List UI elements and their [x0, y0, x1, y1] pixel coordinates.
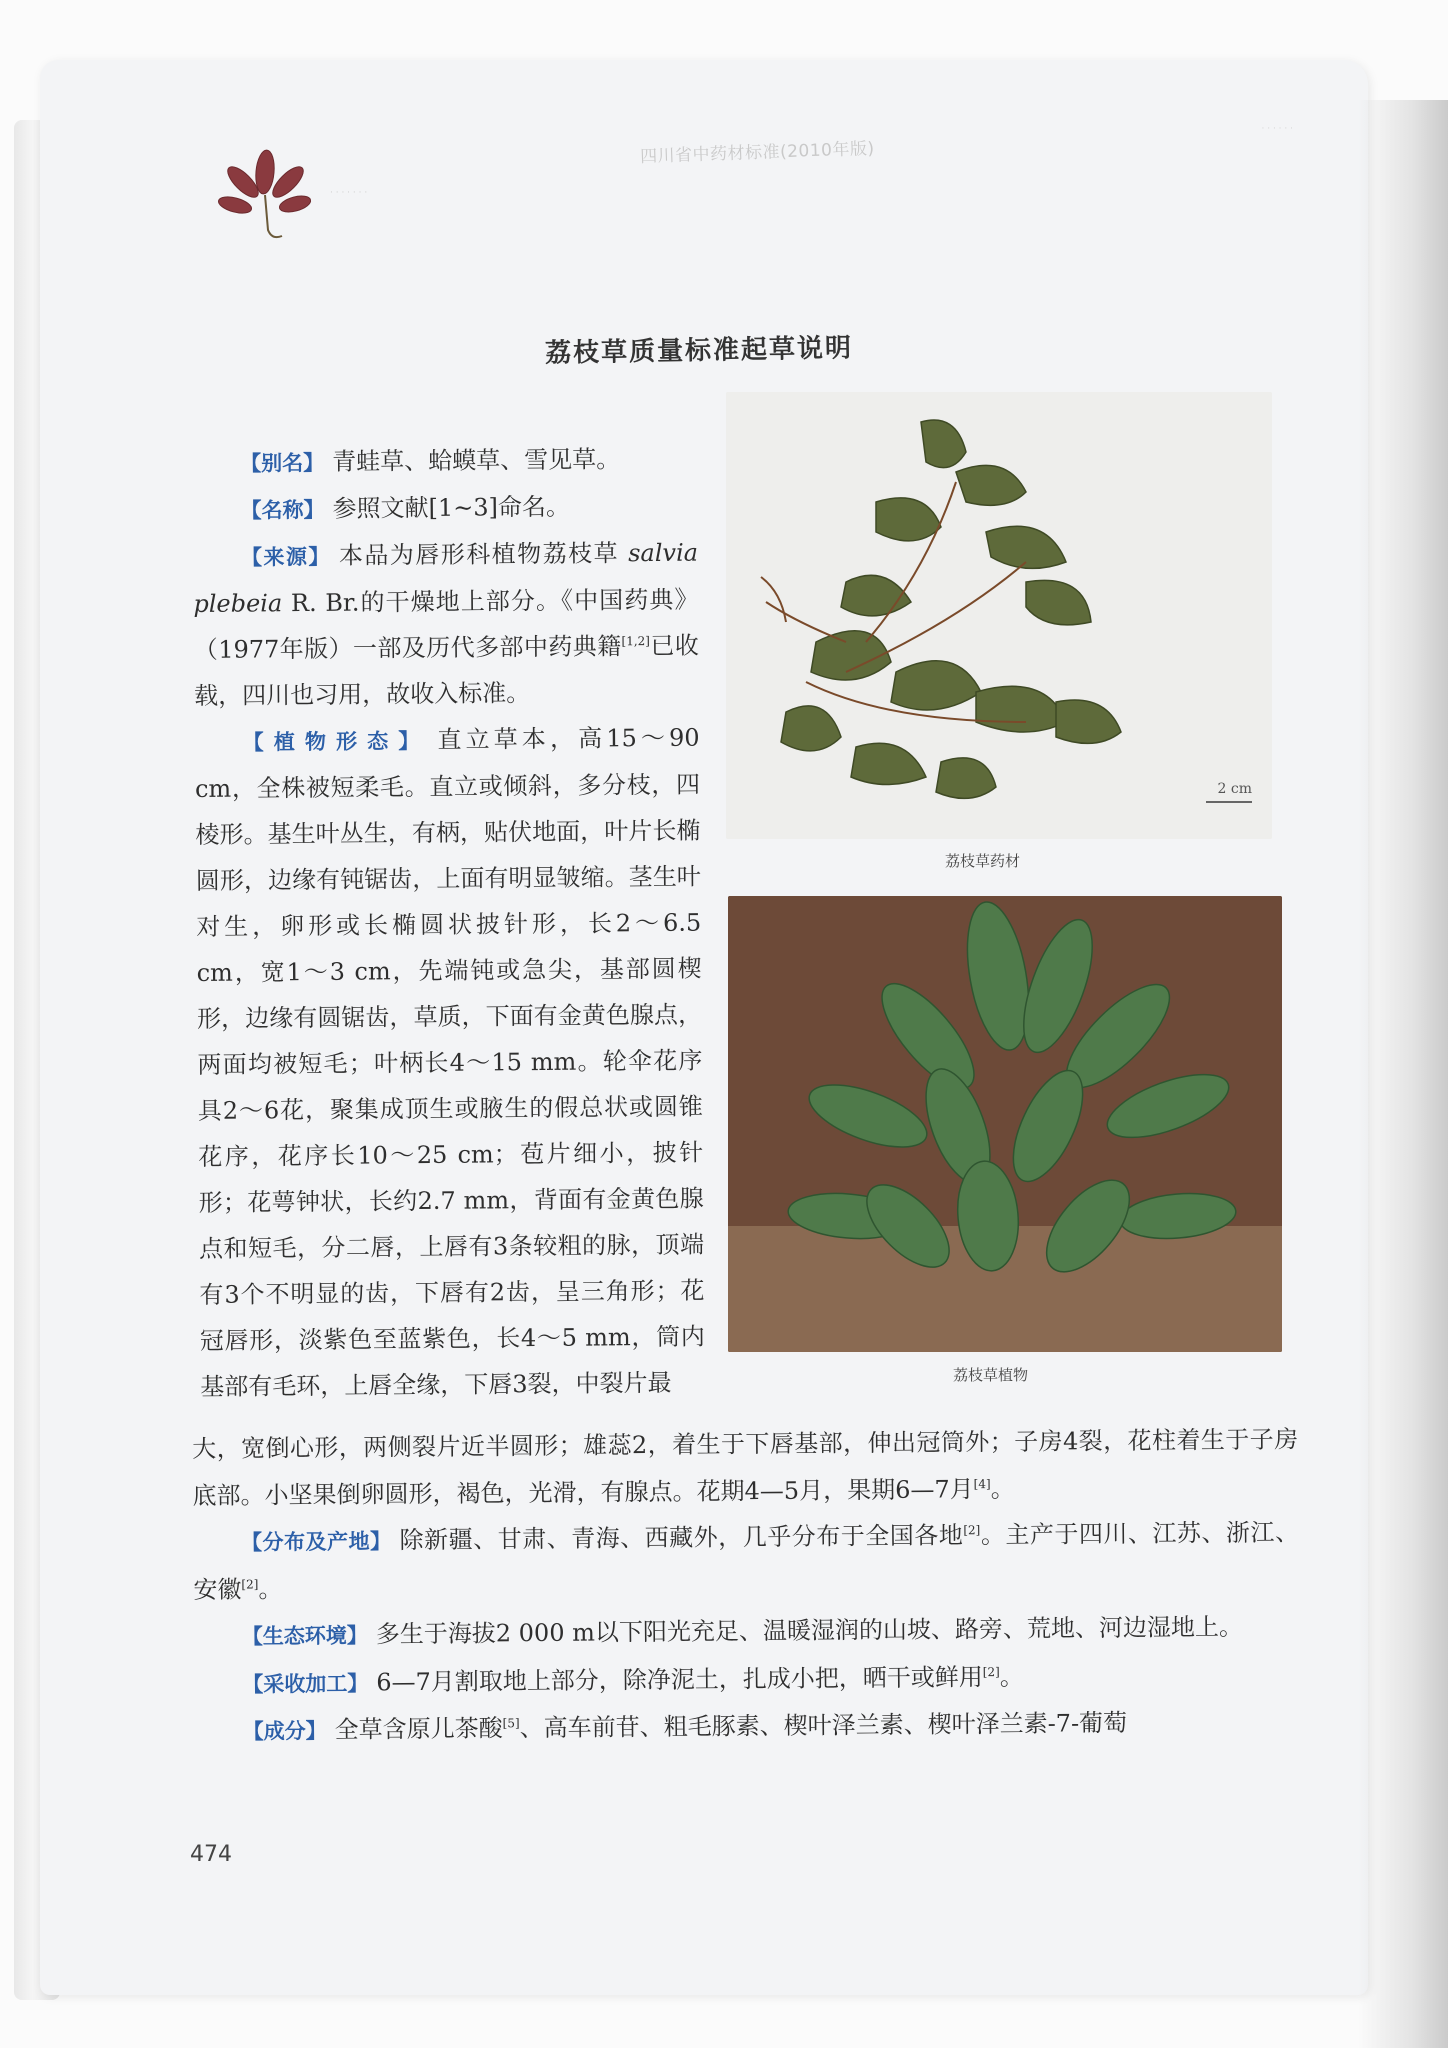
morphology-paragraph	[194, 715, 705, 1410]
running-title: 四川省中药材标准(2010年版)	[639, 138, 875, 168]
morphology-continued	[192, 1416, 1299, 1519]
section-tag: 【分布及产地】	[240, 1529, 392, 1555]
paragraph-text: 全草含原儿茶酸	[334, 1714, 503, 1744]
leaf-logo-icon	[210, 140, 320, 250]
paragraph-text: 本品为唇形科植物荔枝草	[338, 539, 620, 570]
paragraph-text: 。	[990, 1474, 1015, 1503]
distribution-paragraph	[193, 1509, 1300, 1613]
section-tag: 【采收加工】	[242, 1670, 369, 1697]
citation: [2]	[982, 1664, 1000, 1679]
paragraph-text: 大，宽倒心形，两侧裂片近半圆形；雄蕊2，着生于下唇基部，伸出冠筒外；子房4裂，花柱着生于子房底部。小坚果倒卵圆形，褐色，光滑，有腺点。花期4—5月，果期6—7月	[192, 1425, 1299, 1510]
section-tag: 【别名】	[240, 450, 325, 476]
paragraph-text: 直立草本，高15～90 cm，全株被短柔毛。直立或倾斜，多分枝，四棱形。基生叶丛生，有柄，贴伏地面，叶片长椭圆形，边缘有钝锯齿，上面有明显皱缩。茎生叶对生，卵形或长椭圆状披针形，长2～6.5 cm，宽1～3 cm，先端钝或急尖，基部圆楔形，边缘有圆锯齿，草质，下面有金黄色腺点，两面均被短毛；叶柄长4～15 mm。轮伞花序具2～6花，聚集成顶生或腋生的假总状或圆锥花序，花序长10～25 cm；苞片细小，披针形；花萼钟状，长约2.7 mm，背面有金黄色腺点和短毛，分二唇，上唇有3条较粗的脉，顶端有3个不明显的齿，下唇有2齿，呈三角形；花冠唇形，淡紫色至蓝紫色，长4～5 mm，筒内基部有毛环，上唇全缘，下唇3裂，中裂片最	[194, 723, 705, 1401]
section-tag: 【成分】	[242, 1718, 327, 1744]
paragraph-text: 已收载，四川也习用，故收入标准。	[194, 631, 699, 710]
page-gutter-shadow	[1358, 100, 1448, 2048]
living-plant-illustration	[728, 896, 1282, 1352]
citation: [4]	[973, 1476, 991, 1491]
latin-name: salvia plebeia	[193, 538, 699, 618]
section-tag: 【植物形态】	[242, 728, 430, 755]
header-decoration: · · · · · · ·	[330, 188, 368, 198]
paragraph-text: 多生于海拔2 000 m以下阳光充足、温暖湿润的山坡、路旁、荒地、河边湿地上。	[375, 1612, 1244, 1649]
figure-caption: 荔枝草植物	[953, 1366, 1029, 1384]
citation: [2]	[963, 1523, 981, 1538]
section-tag: 【名称】	[240, 497, 325, 523]
page-number: 474	[190, 1842, 232, 1867]
header-decoration-right: · · · · · ·	[1261, 124, 1293, 134]
composition-paragraph	[194, 1698, 1300, 1755]
paragraph-text: R. Br.的干燥地上部分。《中国药典》（1977年版）一部及历代多部中药典籍	[193, 585, 699, 664]
living-plant-photo	[728, 896, 1282, 1352]
paragraph-text: 。主产于四川、江苏、浙江、安徽	[193, 1518, 1300, 1604]
citation: [1,2]	[621, 634, 651, 649]
figure-caption: 荔枝草药材	[945, 852, 1021, 870]
alias-paragraph	[192, 436, 697, 487]
dried-herb-illustration	[726, 392, 1272, 839]
paragraph-text: 、高车前苷、粗毛豚素、楔叶泽兰素、楔叶泽兰素-7-葡萄	[519, 1708, 1128, 1743]
paragraph-text: 。	[258, 1574, 283, 1603]
name-paragraph	[192, 483, 697, 534]
section-tag: 【生态环境】	[241, 1623, 368, 1649]
section-tag: 【来源】	[240, 544, 332, 570]
source-paragraph	[193, 530, 700, 719]
citation: [5]	[502, 1716, 520, 1731]
body-full-width	[192, 1416, 1301, 1755]
paragraph-text: 青蛙草、蛤蟆草、雪见草。	[332, 445, 621, 476]
paragraph-text: 。	[999, 1662, 1024, 1691]
habitat-paragraph	[194, 1603, 1300, 1660]
scale-bar	[1206, 801, 1252, 803]
dried-herb-photo	[726, 392, 1272, 839]
paragraph-text: 6—7月割取地上部分，除净泥土，扎成小把，晒干或鲜用	[376, 1662, 983, 1696]
scale-label: 2 cm	[1217, 781, 1252, 797]
paragraph-text: 除新疆、甘肃、青海、西藏外，几乎分布于全国各地	[399, 1521, 964, 1555]
paragraph-text: 参照文献[1~3]命名。	[332, 492, 571, 523]
citation: [2]	[241, 1576, 259, 1592]
document-title: 荔枝草质量标准起草说明	[544, 333, 854, 369]
body-column	[192, 436, 705, 1410]
